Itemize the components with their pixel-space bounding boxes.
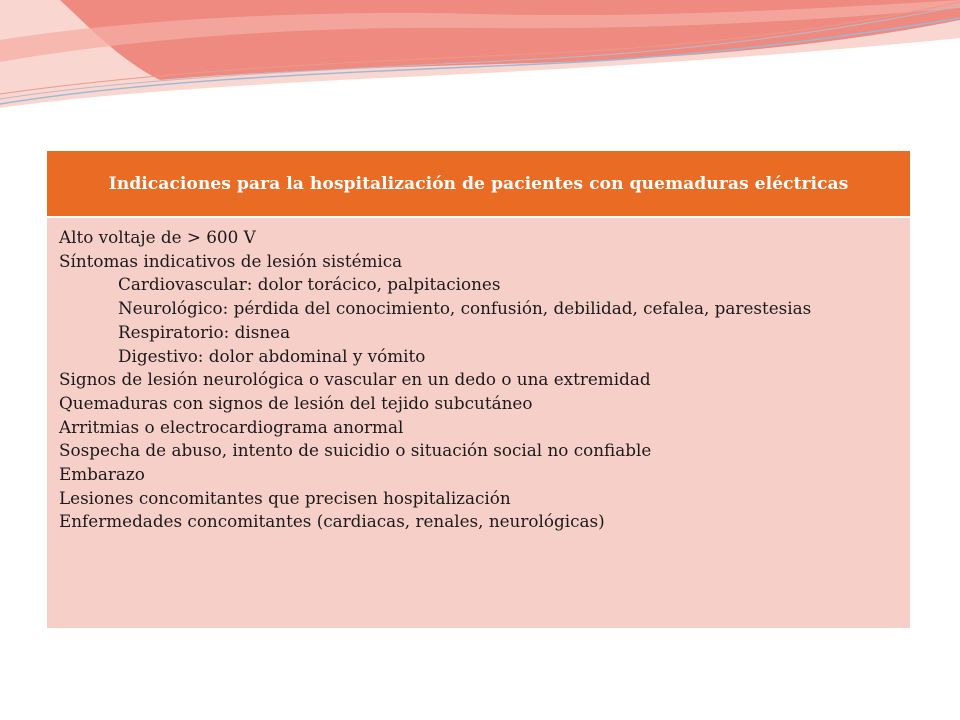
table-header: Indicaciones para la hospitalización de pacientes con quemaduras eléctricas [47,151,910,216]
list-item: Sospecha de abuso, intento de suicidio o situación social no confiable [59,440,652,461]
list-subitem: Respiratorio: disnea [118,321,291,342]
list-item: Síntomas indicativos de lesión sistémica [59,250,403,271]
list-item: Embarazo [59,464,145,485]
list-item: Quemaduras con signos de lesión del tejido subcutáneo [59,392,533,413]
list-item: Enfermedades concomitantes (cardiacas, renales, neurológicas) [59,511,605,532]
list-subitem: Cardiovascular: dolor torácico, palpitaciones [118,274,501,295]
list-subitem: Digestivo: dolor abdominal y vómito [118,345,426,366]
hospitalization-indications-table [47,151,910,628]
list-item: Alto voltaje de > 600 V [59,227,256,247]
list-subitem: Neurológico: pérdida del conocimiento, confusión, debilidad, cefalea, parestesias [118,298,812,319]
list-item: Signos de lesión neurológica o vascular en un dedo o una extremidad [59,369,651,390]
table-body [47,218,910,628]
list-item: Lesiones concomitantes que precisen hospitalización [59,487,511,508]
list-item: Arritmias o electrocardiograma anormal [59,416,404,437]
header-wave-decoration [0,0,960,130]
